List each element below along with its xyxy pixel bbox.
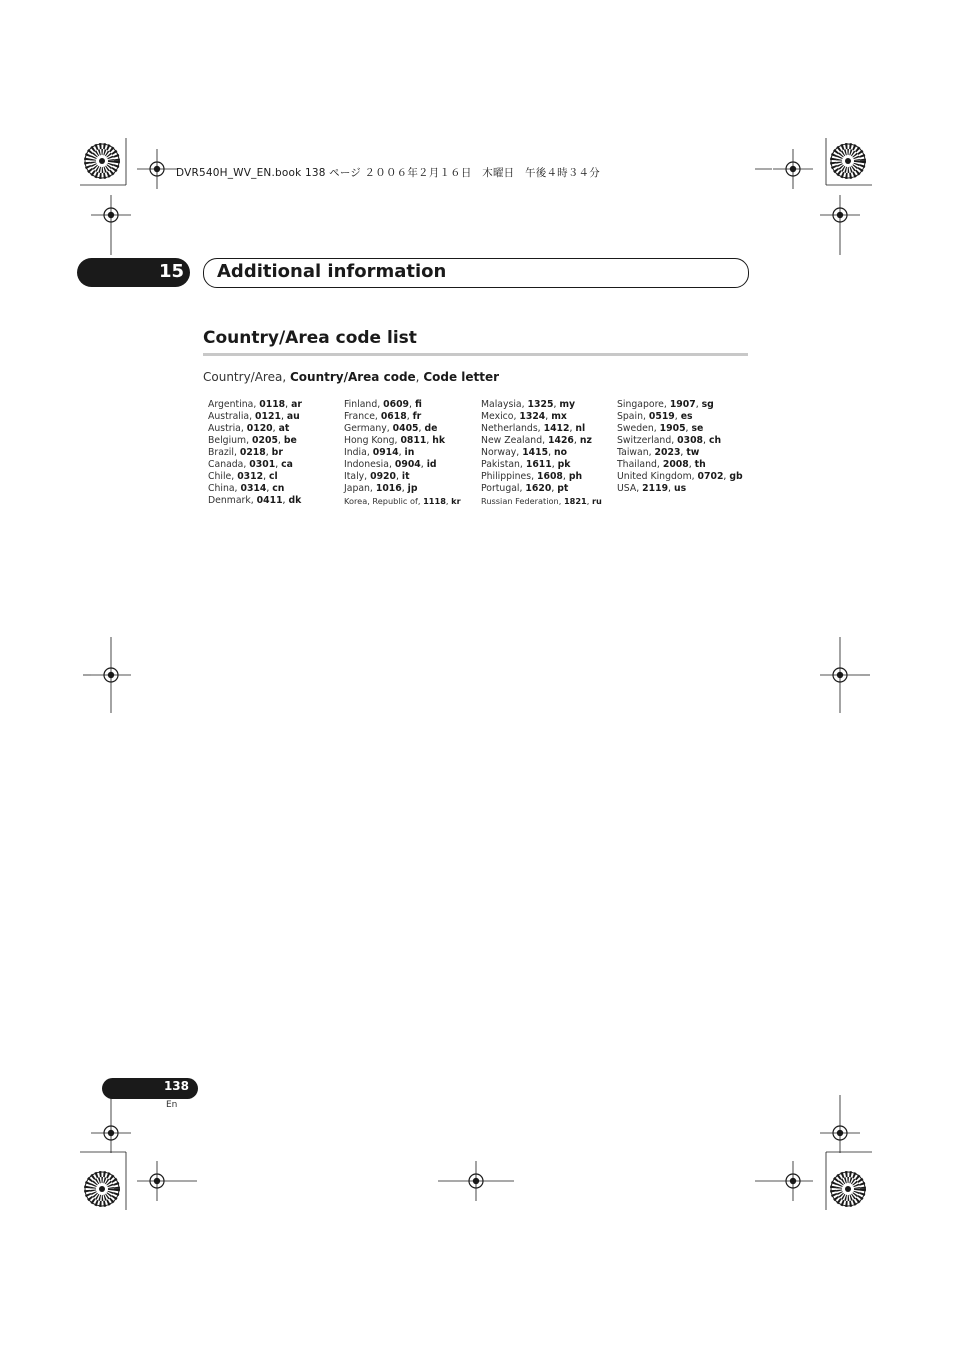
country-code-entry	[481, 471, 617, 483]
country-code: 1821	[563, 496, 587, 506]
country-code-entry	[344, 495, 480, 507]
country-code-entry	[344, 447, 480, 459]
country-code: 0314	[240, 483, 267, 494]
country-code-entry	[481, 483, 617, 495]
country-code: 0308	[677, 435, 704, 446]
country-name: Sweden,	[617, 423, 660, 434]
separator: ,	[282, 495, 289, 506]
code-letter: pk	[557, 459, 571, 470]
code-letter: us	[673, 483, 687, 494]
code-letter: nz	[579, 435, 592, 446]
code-letter: jp	[407, 483, 418, 494]
separator: ,	[398, 447, 405, 458]
code-letter: pt	[557, 483, 569, 494]
code-column	[208, 399, 344, 507]
separator: ,	[445, 496, 452, 506]
country-code: 1415	[522, 447, 549, 458]
country-code: 0618	[380, 411, 407, 422]
country-code-entry	[481, 447, 617, 459]
country-name: Portugal,	[481, 483, 526, 494]
country-name: Philippines,	[481, 471, 537, 482]
code-letter: se	[691, 423, 704, 434]
separator: ,	[703, 435, 709, 446]
country-name: Singapore,	[617, 399, 670, 410]
separator: ,	[680, 447, 687, 458]
code-letter: mx	[551, 411, 567, 422]
country-code-entry	[344, 411, 480, 423]
country-name: India,	[344, 447, 373, 458]
country-code-entry	[344, 435, 480, 447]
country-code: 1905	[659, 423, 686, 434]
code-letter: de	[424, 423, 438, 434]
legend-country: Country/Area,	[203, 370, 290, 384]
country-name: Taiwan,	[617, 447, 655, 458]
country-code-entry	[208, 447, 344, 459]
country-code-entry	[481, 399, 617, 411]
code-letter: ru	[591, 496, 602, 506]
country-code-entry	[344, 471, 480, 483]
code-letter: th	[694, 459, 706, 470]
page-number: 138	[163, 1079, 189, 1093]
country-name: United Kingdom,	[617, 471, 698, 482]
country-code-entry	[481, 411, 617, 423]
separator: ,	[395, 471, 402, 482]
country-code-table	[208, 399, 748, 511]
country-code-entry	[617, 411, 753, 423]
country-code: 2119	[642, 483, 669, 494]
country-name: Finland,	[344, 399, 384, 410]
code-column	[344, 399, 480, 507]
separator: ,	[562, 471, 569, 482]
code-letter: it	[401, 471, 410, 482]
country-code: 0205	[252, 435, 278, 446]
separator: ,	[551, 483, 558, 494]
chapter-title-frame	[203, 258, 749, 288]
separator: ,	[569, 423, 576, 434]
separator: ,	[688, 459, 695, 470]
code-letter: cn	[272, 483, 285, 494]
country-name: USA,	[617, 483, 643, 494]
country-code-entry	[208, 471, 344, 483]
country-code-entry	[617, 471, 753, 483]
code-letter: at	[278, 423, 290, 434]
code-letter: au	[286, 411, 300, 422]
country-code: 1426	[548, 435, 574, 446]
separator: ,	[573, 435, 580, 446]
country-name: Belgium,	[208, 435, 253, 446]
country-name: China,	[208, 483, 241, 494]
code-letter: sg	[701, 399, 714, 410]
code-letter: ch	[708, 435, 722, 446]
code-letter: be	[283, 435, 297, 446]
country-code: 1608	[537, 471, 563, 482]
country-code: 2023	[654, 447, 681, 458]
separator: ,	[401, 483, 408, 494]
chapter-title: Additional information	[217, 261, 447, 282]
country-code-entry	[208, 459, 344, 471]
country-code-entry	[617, 423, 753, 435]
country-name: Austria,	[208, 423, 247, 434]
country-code-entry	[481, 495, 617, 507]
country-name: Thailand,	[617, 459, 663, 470]
code-legend	[203, 370, 499, 384]
country-code-entry	[344, 423, 480, 435]
separator: ,	[285, 399, 292, 410]
separator: ,	[553, 399, 560, 410]
separator: ,	[277, 435, 284, 446]
country-name: Pakistan,	[481, 459, 526, 470]
legend-code: Country/Area code	[289, 370, 416, 384]
section-divider	[203, 353, 748, 356]
country-code: 1611	[525, 459, 552, 470]
country-code: 2008	[662, 459, 689, 470]
country-name: Hong Kong,	[344, 435, 401, 446]
separator: ,	[263, 471, 269, 482]
separator: ,	[548, 447, 554, 458]
country-name: Mexico,	[481, 411, 520, 422]
country-code: 0609	[383, 399, 410, 410]
separator: ,	[551, 459, 558, 470]
country-code: 0914	[372, 447, 399, 458]
page-number-tab	[102, 1078, 198, 1099]
country-code: 1016	[375, 483, 402, 494]
code-letter: my	[559, 399, 576, 410]
chapter-number: 15	[158, 261, 184, 282]
country-code-entry	[344, 459, 480, 471]
country-name: Brazil,	[208, 447, 240, 458]
separator: ,	[280, 411, 287, 422]
separator: ,	[695, 399, 702, 410]
country-code: 0904	[394, 459, 421, 470]
country-code-entry	[617, 447, 753, 459]
code-letter: hk	[432, 435, 446, 446]
separator: ,	[418, 423, 425, 434]
country-name: France,	[344, 411, 381, 422]
country-name: Indonesia,	[344, 459, 395, 470]
page-language: En	[166, 1100, 178, 1110]
code-letter: tw	[686, 447, 700, 458]
country-code-entry	[481, 459, 617, 471]
country-code: 0120	[246, 423, 273, 434]
code-letter: dk	[288, 495, 302, 506]
country-name: Chile,	[208, 471, 238, 482]
legend-separator: ,	[415, 370, 424, 384]
code-letter: in	[404, 447, 415, 458]
country-code-entry	[617, 459, 753, 471]
country-code: 0411	[256, 495, 283, 506]
code-column	[617, 399, 753, 495]
country-code-entry	[208, 483, 344, 495]
country-name: Switzerland,	[617, 435, 678, 446]
country-code-entry	[208, 399, 344, 411]
country-name: Canada,	[208, 459, 250, 470]
section-title: Country/Area code list	[203, 328, 417, 348]
country-code: 0405	[392, 423, 419, 434]
country-code: 0121	[255, 411, 281, 422]
country-code-entry	[344, 399, 480, 411]
country-name: Australia,	[208, 411, 256, 422]
separator: ,	[266, 483, 273, 494]
country-code: 1412	[543, 423, 570, 434]
country-code-entry	[208, 411, 344, 423]
country-code: 0301	[249, 459, 276, 470]
country-code: 1620	[525, 483, 552, 494]
country-name: Japan,	[344, 483, 376, 494]
separator: ,	[586, 496, 592, 506]
country-name: Russian Federation,	[481, 496, 564, 506]
separator: ,	[275, 459, 282, 470]
country-name: Netherlands,	[481, 423, 544, 434]
country-code: 0811	[400, 435, 427, 446]
country-code-entry	[208, 423, 344, 435]
code-letter: ar	[291, 399, 302, 410]
code-letter: ph	[568, 471, 583, 482]
country-code: 0702	[697, 471, 724, 482]
country-code-entry	[617, 399, 753, 411]
country-name: New Zealand,	[481, 435, 549, 446]
code-column	[481, 399, 617, 507]
country-code: 0519	[648, 411, 675, 422]
code-letter: gb	[729, 471, 743, 482]
code-letter: ca	[281, 459, 293, 470]
country-code: 1324	[519, 411, 546, 422]
code-letter: kr	[451, 496, 461, 506]
code-letter: nl	[575, 423, 586, 434]
code-letter: no	[554, 447, 568, 458]
country-code-entry	[208, 495, 344, 507]
country-name: Denmark,	[208, 495, 257, 506]
country-name: Malaysia,	[481, 399, 528, 410]
country-name: Germany,	[344, 423, 393, 434]
separator: ,	[668, 483, 674, 494]
separator: ,	[674, 411, 681, 422]
country-code-entry	[617, 483, 753, 495]
separator: ,	[723, 471, 730, 482]
country-name: Argentina,	[208, 399, 260, 410]
country-code: 1118	[423, 496, 446, 506]
country-code: 0218	[239, 447, 266, 458]
separator: ,	[426, 435, 433, 446]
code-letter: fi	[414, 399, 422, 410]
code-letter: br	[271, 447, 283, 458]
country-code-entry	[617, 435, 753, 447]
country-code: 0920	[370, 471, 396, 482]
country-name: Korea, Republic of,	[344, 496, 424, 506]
legend-letter: Code letter	[423, 370, 500, 384]
country-code: 0312	[237, 471, 264, 482]
country-name: Norway,	[481, 447, 523, 458]
separator: ,	[545, 411, 552, 422]
separator: ,	[420, 459, 427, 470]
country-code-entry	[481, 423, 617, 435]
country-code-entry	[344, 483, 480, 495]
country-name: Spain,	[617, 411, 649, 422]
separator: ,	[272, 423, 279, 434]
country-name: Italy,	[344, 471, 371, 482]
separator: ,	[409, 399, 415, 410]
code-letter: es	[680, 411, 693, 422]
code-letter: cl	[269, 471, 278, 482]
country-code: 0118	[259, 399, 286, 410]
code-letter: id	[426, 459, 437, 470]
separator: ,	[685, 423, 692, 434]
country-code-entry	[481, 435, 617, 447]
print-header: DVR540H_WV_EN.book 138 ページ ２００６年２月１６日 木曜日 午後４時３４分	[176, 167, 600, 179]
country-code: 1325	[527, 399, 554, 410]
code-letter: fr	[412, 411, 422, 422]
chapter-number-tab	[77, 258, 190, 287]
separator: ,	[406, 411, 413, 422]
separator: ,	[265, 447, 272, 458]
country-code: 1907	[669, 399, 696, 410]
country-code-entry	[208, 435, 344, 447]
